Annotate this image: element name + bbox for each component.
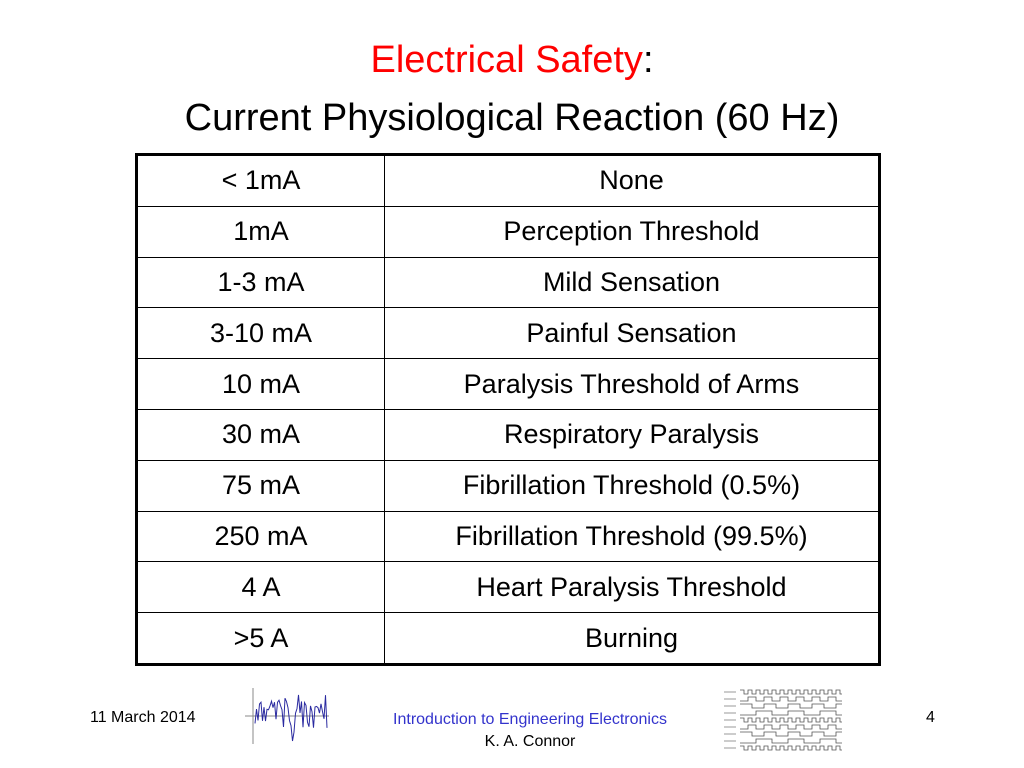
timing-trace <box>740 704 842 708</box>
reaction-table <box>135 153 881 666</box>
timing-rows <box>724 690 842 750</box>
title-colon: : <box>642 39 654 81</box>
table-row <box>137 613 880 665</box>
table-row <box>137 409 880 460</box>
title-highlight: Electrical Safety <box>370 39 643 81</box>
reaction-cell: None <box>385 155 880 207</box>
table-row <box>137 155 880 207</box>
timing-trace <box>740 739 842 743</box>
page-number: 4 <box>926 709 935 726</box>
current-cell: 4 A <box>137 562 385 613</box>
waveform-trace <box>255 695 327 741</box>
current-cell: < 1mA <box>137 155 385 207</box>
table-row <box>137 257 880 308</box>
table-row <box>137 460 880 511</box>
reaction-cell: Heart Paralysis Threshold <box>385 562 880 613</box>
table-row <box>137 206 880 257</box>
reaction-cell: Paralysis Threshold of Arms <box>385 359 880 410</box>
current-cell: >5 A <box>137 613 385 665</box>
title-subtitle: Current Physiological Reaction (60 Hz) <box>184 97 840 139</box>
current-cell: 30 mA <box>137 409 385 460</box>
course-title-link[interactable]: Introduction to Engineering Electronics <box>393 711 667 728</box>
table-row <box>137 562 880 613</box>
reaction-cell: Fibrillation Threshold (99.5%) <box>385 511 880 562</box>
title-line-1 <box>0 38 1024 82</box>
noise-waveform-icon <box>243 686 331 748</box>
current-cell: 250 mA <box>137 511 385 562</box>
reaction-cell: Perception Threshold <box>385 206 880 257</box>
timing-trace <box>740 746 842 750</box>
reaction-cell: Fibrillation Threshold (0.5%) <box>385 460 880 511</box>
timing-trace <box>740 697 842 701</box>
timing-diagram-icon <box>722 686 846 752</box>
current-cell: 75 mA <box>137 460 385 511</box>
course-author: K. A. Connor <box>484 733 576 750</box>
current-cell: 3-10 mA <box>137 308 385 359</box>
reaction-cell: Mild Sensation <box>385 257 880 308</box>
table-row <box>137 359 880 410</box>
footer-course <box>340 709 720 753</box>
reaction-cell: Painful Sensation <box>385 308 880 359</box>
slide-title <box>0 38 1024 140</box>
current-cell: 1mA <box>137 206 385 257</box>
footer-date: 11 March 2014 <box>90 709 196 726</box>
timing-trace <box>740 725 842 729</box>
reaction-cell: Respiratory Paralysis <box>385 409 880 460</box>
reaction-cell: Burning <box>385 613 880 665</box>
current-cell: 10 mA <box>137 359 385 410</box>
current-cell: 1-3 mA <box>137 257 385 308</box>
timing-trace <box>740 732 842 736</box>
timing-trace <box>740 711 842 715</box>
timing-trace <box>740 718 842 722</box>
timing-trace <box>740 690 842 694</box>
table-row <box>137 308 880 359</box>
table-row <box>137 511 880 562</box>
